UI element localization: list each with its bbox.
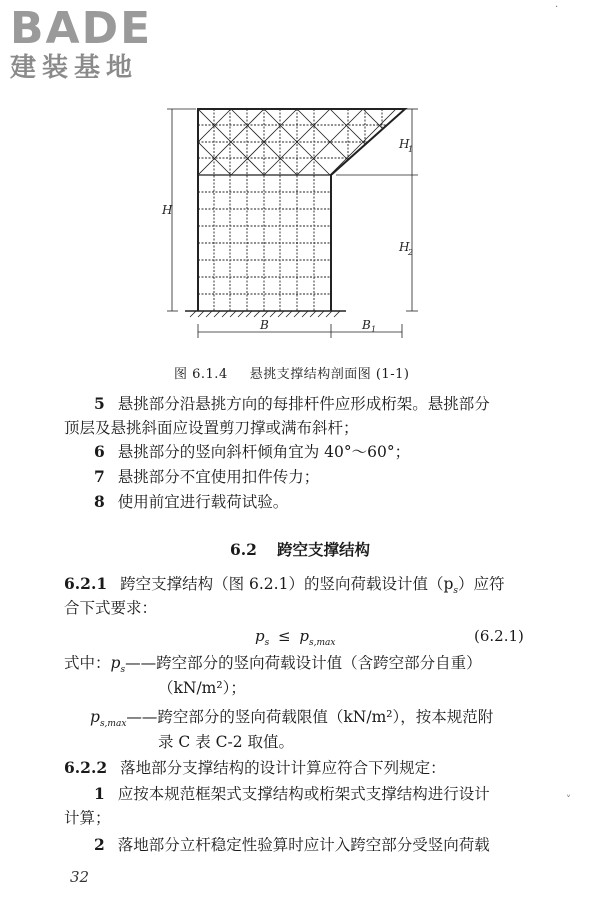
item-number: 7 (94, 467, 105, 486)
clause-subscript: s (453, 586, 459, 597)
where-psmax-continued: 录 C 表 C-2 取值。 (158, 733, 295, 751)
formula-rhs-sub: s,max (308, 638, 336, 648)
item-text-continued: 顶层及悬挑斜面应设置剪刀撑或满布斜杆； (64, 419, 359, 437)
item-text: 悬挑部分的竖向斜杆倾角宜为 40°～60°； (117, 443, 411, 461)
list-item (94, 491, 288, 513)
logo-brand-text: BADE (10, 3, 153, 54)
scan-mark-icon: · (555, 2, 559, 13)
where-symbol-sub: s (120, 665, 126, 676)
item-number: 8 (94, 492, 105, 511)
caption-number: 图 6.1.4 (174, 367, 228, 382)
list-item (94, 466, 319, 488)
where-ps-unit: （kN/m²）； (158, 679, 246, 697)
item-text: 悬挑部分不宜使用扣件传力； (117, 468, 320, 486)
formula-rhs: p (299, 627, 309, 645)
where-ps-line (64, 652, 482, 681)
where-desc: ——跨空部分的竖向荷载限值（kN/m²），按本规范附 (126, 708, 494, 726)
where-prefix: 式中： (64, 654, 111, 672)
clause-6-2-2 (64, 757, 446, 779)
item-text-continued: 计算； (64, 809, 111, 827)
item-text: 落地部分立杆稳定性验算时应计入跨空部分受竖向荷载 (117, 836, 490, 854)
clause-text: 落地部分支撑结构的设计计算应符合下列规定： (120, 759, 446, 777)
where-desc: ——跨空部分的竖向荷载设计值（含跨空部分自重） (125, 654, 482, 672)
page-number: 32 (70, 868, 90, 886)
item-number: 2 (94, 835, 105, 854)
where-symbol: p (110, 654, 121, 672)
clause-text: 跨空支撑结构（图 6.2.1）的竖向荷载设计值（p (120, 575, 454, 593)
list-item (94, 393, 490, 415)
figure-caption (174, 363, 409, 382)
list-item (94, 441, 410, 463)
label-width-b1-sub: 1 (371, 325, 377, 334)
item-text: 使用前宜进行载荷试验。 (117, 493, 289, 511)
formula-lhs: p (255, 627, 265, 645)
formula (255, 627, 335, 648)
label-height-h2: H (399, 240, 410, 254)
formula-lhs-sub: s (264, 638, 270, 648)
item-number: 5 (94, 394, 105, 413)
label-height-h1: H (399, 137, 410, 151)
label-width-b: B (260, 318, 269, 332)
item-text: 悬挑部分沿悬挑方向的每排杆件应形成桁架。悬挑部分 (117, 395, 490, 413)
clause-text-continued: 合下式要求： (64, 599, 158, 617)
label-height-h2-sub: 2 (408, 248, 414, 257)
section-number: 6.2 (230, 540, 257, 559)
list-item (94, 834, 490, 856)
clause-text-end: ）应符 (458, 575, 505, 593)
list-item (94, 783, 490, 805)
caption-text: 悬挑支撑结构剖面图 (1-1) (249, 367, 410, 382)
where-symbol: p (90, 708, 100, 726)
item-number: 6 (94, 442, 105, 461)
item-number: 1 (94, 784, 105, 803)
figure-drawing (150, 96, 440, 346)
label-width-b1: B (362, 318, 371, 332)
brand-logo (10, 3, 180, 84)
cantilever-section-figure (150, 96, 440, 346)
formula-relation: ≤ (278, 627, 291, 645)
scan-mark-icon: ˅ (566, 795, 571, 806)
section-title (0, 538, 600, 560)
where-symbol-sub: s,max (99, 719, 127, 730)
label-height-h1-sub: 1 (408, 145, 414, 154)
equation-number: (6.2.1) (474, 627, 524, 645)
logo-subtitle: 建装基地 (10, 53, 139, 83)
clause-number: 6.2.1 (64, 574, 108, 593)
item-text: 应按本规范框架式支撑结构或桁架式支撑结构进行设计 (117, 785, 490, 803)
section-name: 跨空支撑结构 (276, 540, 370, 559)
label-height-total: H (162, 203, 173, 217)
clause-number: 6.2.2 (64, 758, 108, 777)
